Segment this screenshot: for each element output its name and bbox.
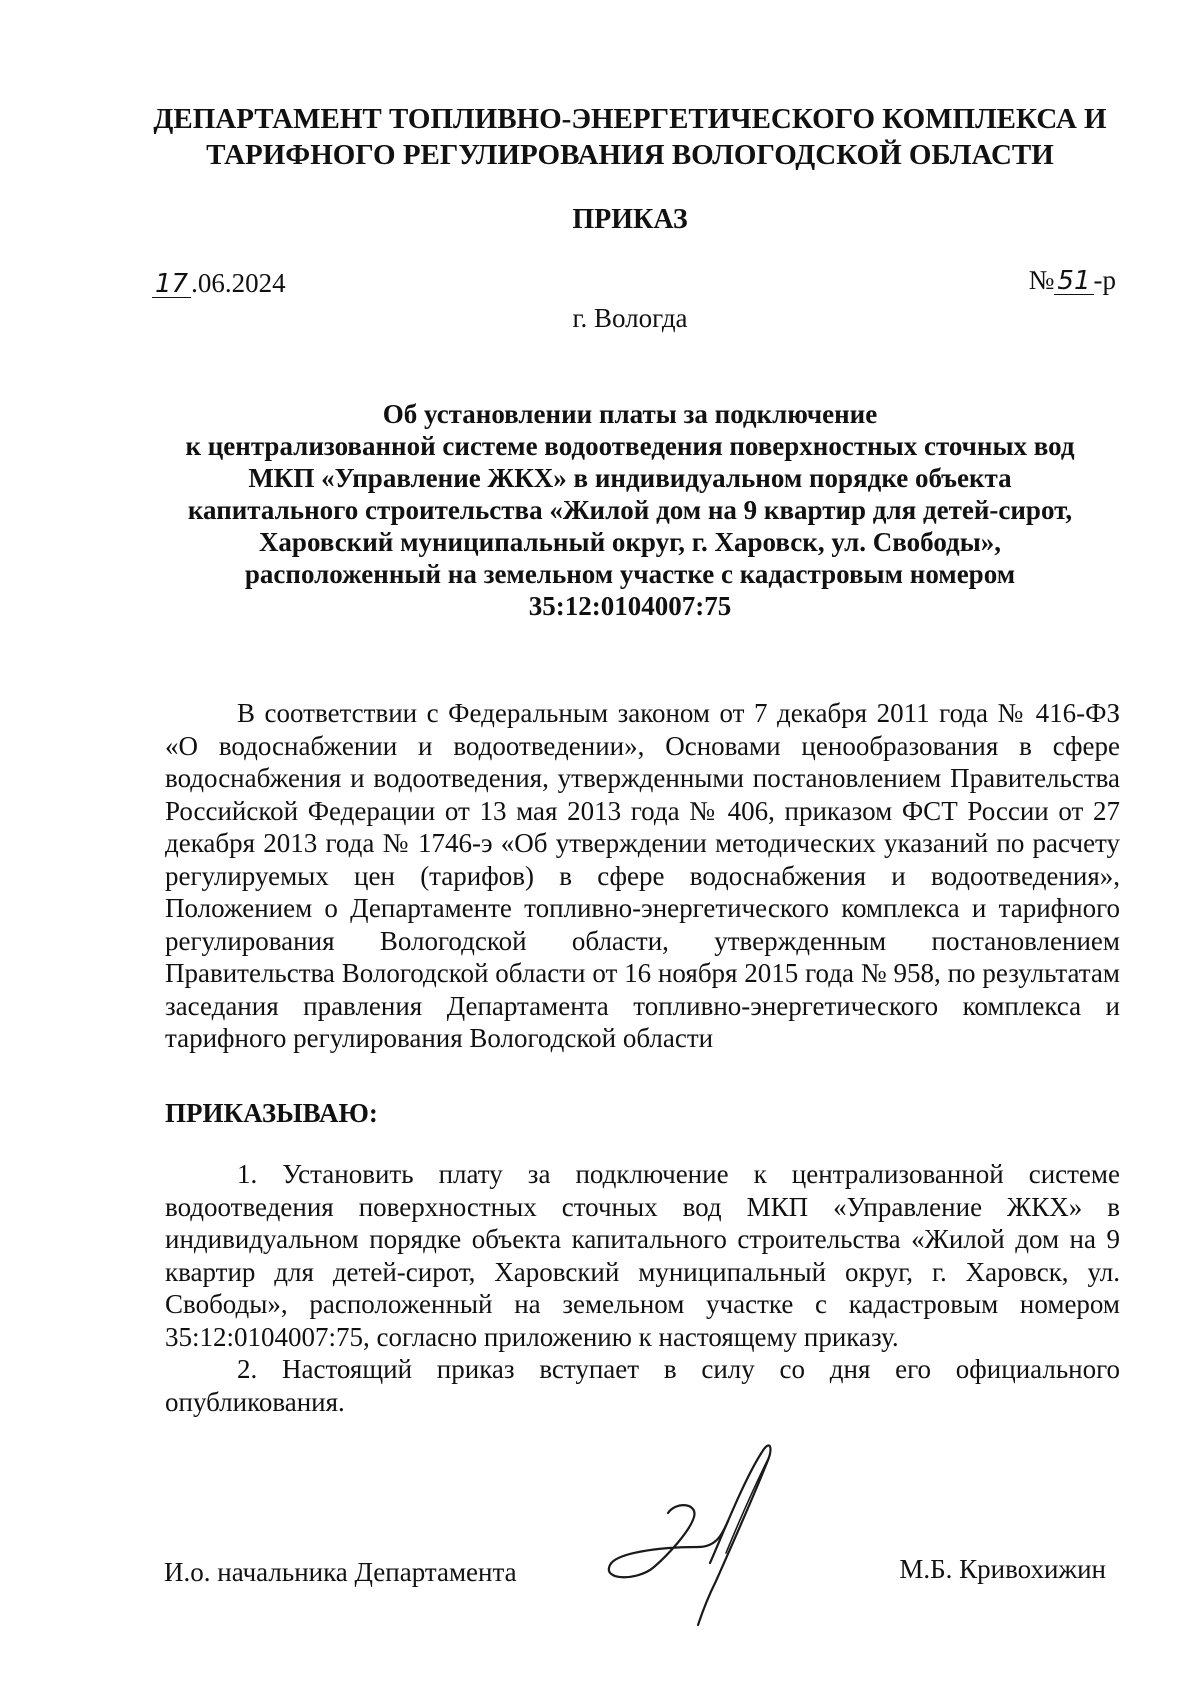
handwritten-day: 17 — [152, 271, 191, 298]
order-item-1: 1. Установить плату за подключение к централизованной системе водоотведения поверхностных сточных вод МКП «Управление ЖКХ» в индивидуальном порядке объекта капитального строительства «Жилой дом на 9 квартир для детей-сирот, Харовский муниципальный округ, г. Харовск, ул. Свободы», расположенный на земельном участке с кадастровым номером 35:12:0104007:75, согласно приложению к настоящему приказу. — [165, 1159, 1120, 1352]
subject-line: Харовский муниципальный округ, г. Харовск, ул. Свободы», — [258, 527, 1002, 557]
subject-line: расположенный на земельном участке с кадастровым номером — [244, 559, 1016, 589]
subject-line: 35:12:0104007:75 — [528, 591, 732, 621]
subject-line: к централизованной системе водоотведения поверхностных сточных вод — [185, 431, 1075, 461]
department-line-2: ТАРИФНОГО РЕГУЛИРОВАНИЯ ВОЛОГОДСКОЙ ОБЛАСТИ — [206, 139, 1054, 171]
signatory-title: И.о. начальника Департамента — [164, 1557, 517, 1587]
order-item-2: 2. Настоящий приказ вступает в силу со дня его официального опубликования. — [165, 1354, 1120, 1417]
subject-line: капитального строительства «Жилой дом на 9 квартир для детей-сирот, — [187, 495, 1073, 525]
order-date — [152, 267, 286, 299]
handwritten-signature — [598, 1435, 798, 1640]
subject-line: Об установлении платы за подключение — [382, 399, 878, 429]
department-name — [150, 101, 1110, 173]
department-line-1: ДЕПАРТАМЕНТ ТОПЛИВНО-ЭНЕРГЕТИЧЕСКОГО КОМПЛЕКСА И — [153, 103, 1107, 135]
order-number — [1029, 264, 1116, 296]
city: г. Вологда — [572, 303, 688, 333]
order-subject — [150, 398, 1110, 622]
handwritten-number: 51 — [1054, 268, 1093, 295]
order-word: ПРИКАЗЫВАЮ: — [165, 1098, 378, 1128]
date-month-year: .06.2024 — [191, 268, 286, 298]
subject-line: МКП «Управление ЖКХ» в индивидуальном порядке объекта — [248, 463, 1012, 493]
signature-icon — [598, 1435, 798, 1635]
order-items — [165, 1158, 1120, 1418]
preamble-paragraph: В соответствии с Федеральным законом от 7 декабря 2011 года № 416-ФЗ «О водоснабжении и водоотведении», Основами ценообразования в сфере водоснабжения и водоотведения, утвержденными постановлением Правительства Российской Федерации от 13 мая 2013 года № 406, приказом ФСТ России от 27 декабря 2013 года № 1746-э «Об утверждении методических указаний по расчету регулируемых цен (тарифов) в сфере водоснабжения и водоотведения», Положением о Департаменте топливно-энергетического комплекса и тарифного регулирования Вологодской области, утвержденным постановлением Правительства Вологодской области от 16 ноября 2015 года № 958, по результатам заседания правления Департамента топливно-энергетического комплекса и тарифного регулирования Вологодской области — [165, 698, 1120, 1053]
number-sign: № — [1028, 265, 1055, 295]
number-suffix: -р — [1093, 265, 1116, 295]
document-type: ПРИКАЗ — [572, 204, 688, 235]
signatory-name: М.Б. Кривохижин — [899, 1554, 1106, 1584]
